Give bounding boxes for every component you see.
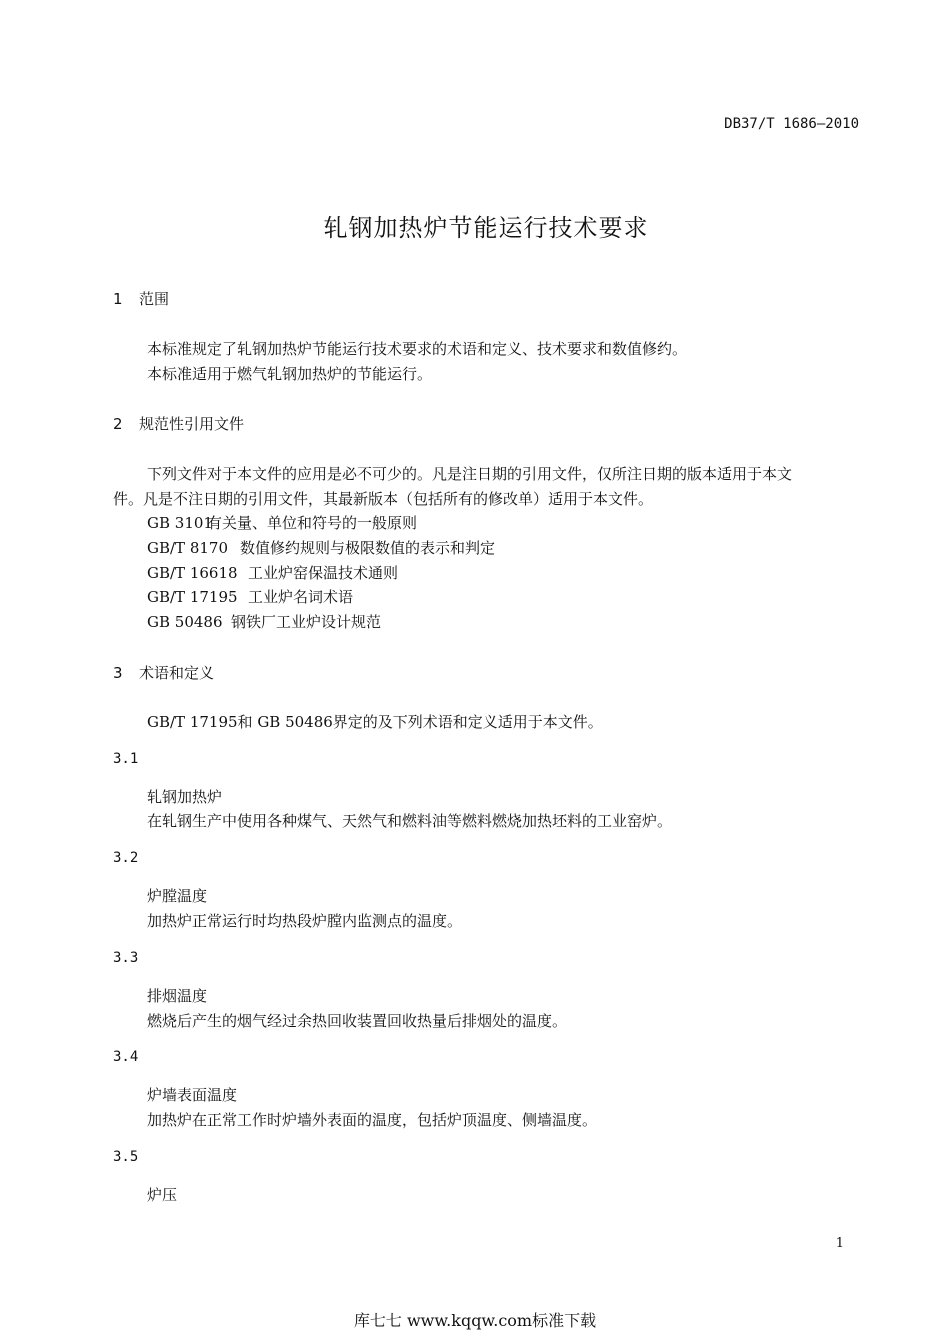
reference-title: 有关量、单位和符号的一般原则 [207,514,418,532]
reference-code: GB 50486 [147,613,223,631]
section-3-heading [113,662,214,683]
term-name: 炉墙表面温度 [147,1086,238,1104]
reference-item [147,537,495,558]
reference-item [147,611,381,632]
term-number: 3.4 [113,1049,139,1065]
term-name: 炉压 [147,1186,178,1204]
page-number: 1 [835,1236,844,1251]
section-title: 术语和定义 [139,664,215,682]
term-number: 3.1 [113,751,139,767]
term-number: 3.2 [113,850,139,866]
reference-title: 工业炉窑保温技术通则 [248,564,399,582]
reference-title: 工业炉名词术语 [248,588,354,606]
paragraph: GB/T 17195和 GB 50486界定的及下列术语和定义适用于本文件。 [147,713,603,731]
term-number: 3.5 [113,1149,139,1165]
reference-item [147,586,353,607]
term-name: 轧钢加热炉 [147,788,223,806]
term-name: 排烟温度 [147,987,208,1005]
section-title: 规范性引用文件 [139,415,245,433]
paragraph: 本标准规定了轧钢加热炉节能运行技术要求的术语和定义、技术要求和数值修约。 [147,340,688,358]
reference-code: GB 3101 [147,514,213,532]
reference-title: 数值修约规则与极限数值的表示和判定 [240,539,496,557]
reference-item [147,512,417,533]
section-title: 范围 [139,290,170,308]
term-name: 炉膛温度 [147,887,208,905]
reference-title: 钢铁厂工业炉设计规范 [231,613,382,631]
reference-item [147,562,398,583]
reference-code: GB/T 8170 [147,539,229,557]
paragraph: 件。凡是不注日期的引用文件，其最新版本（包括所有的修改单）适用于本文件。 [113,490,654,508]
section-1-heading [113,288,169,309]
reference-code: GB/T 17195 [147,588,238,606]
term-number: 3.3 [113,950,139,966]
term-definition: 在轧钢生产中使用各种煤气、天然气和燃料油等燃料燃烧加热坯料的工业窑炉。 [147,812,673,830]
section-2-heading [113,413,244,434]
term-definition: 燃烧后产生的烟气经过余热回收装置回收热量后排烟处的温度。 [147,1012,568,1030]
section-number: 3 [113,664,123,682]
term-definition: 加热炉正常运行时均热段炉膛内监测点的温度。 [147,912,463,930]
term-definition: 加热炉在正常工作时炉墙外表面的温度，包括炉顶温度、侧墙温度。 [147,1111,598,1129]
section-number: 2 [113,415,123,433]
paragraph: 下列文件对于本文件的应用是必不可少的。凡是注日期的引用文件，仅所注日期的版本适用于本文 [147,465,793,483]
footer-watermark: 库七七 www.kqqw.com标准下载 [353,1311,597,1330]
document-title: 轧钢加热炉节能运行技术要求 [323,214,649,242]
section-number: 1 [113,290,123,308]
paragraph: 本标准适用于燃气轧钢加热炉的节能运行。 [147,365,433,383]
reference-code: GB/T 16618 [147,564,238,582]
standard-number: DB37/T 1686—2010 [724,116,859,132]
